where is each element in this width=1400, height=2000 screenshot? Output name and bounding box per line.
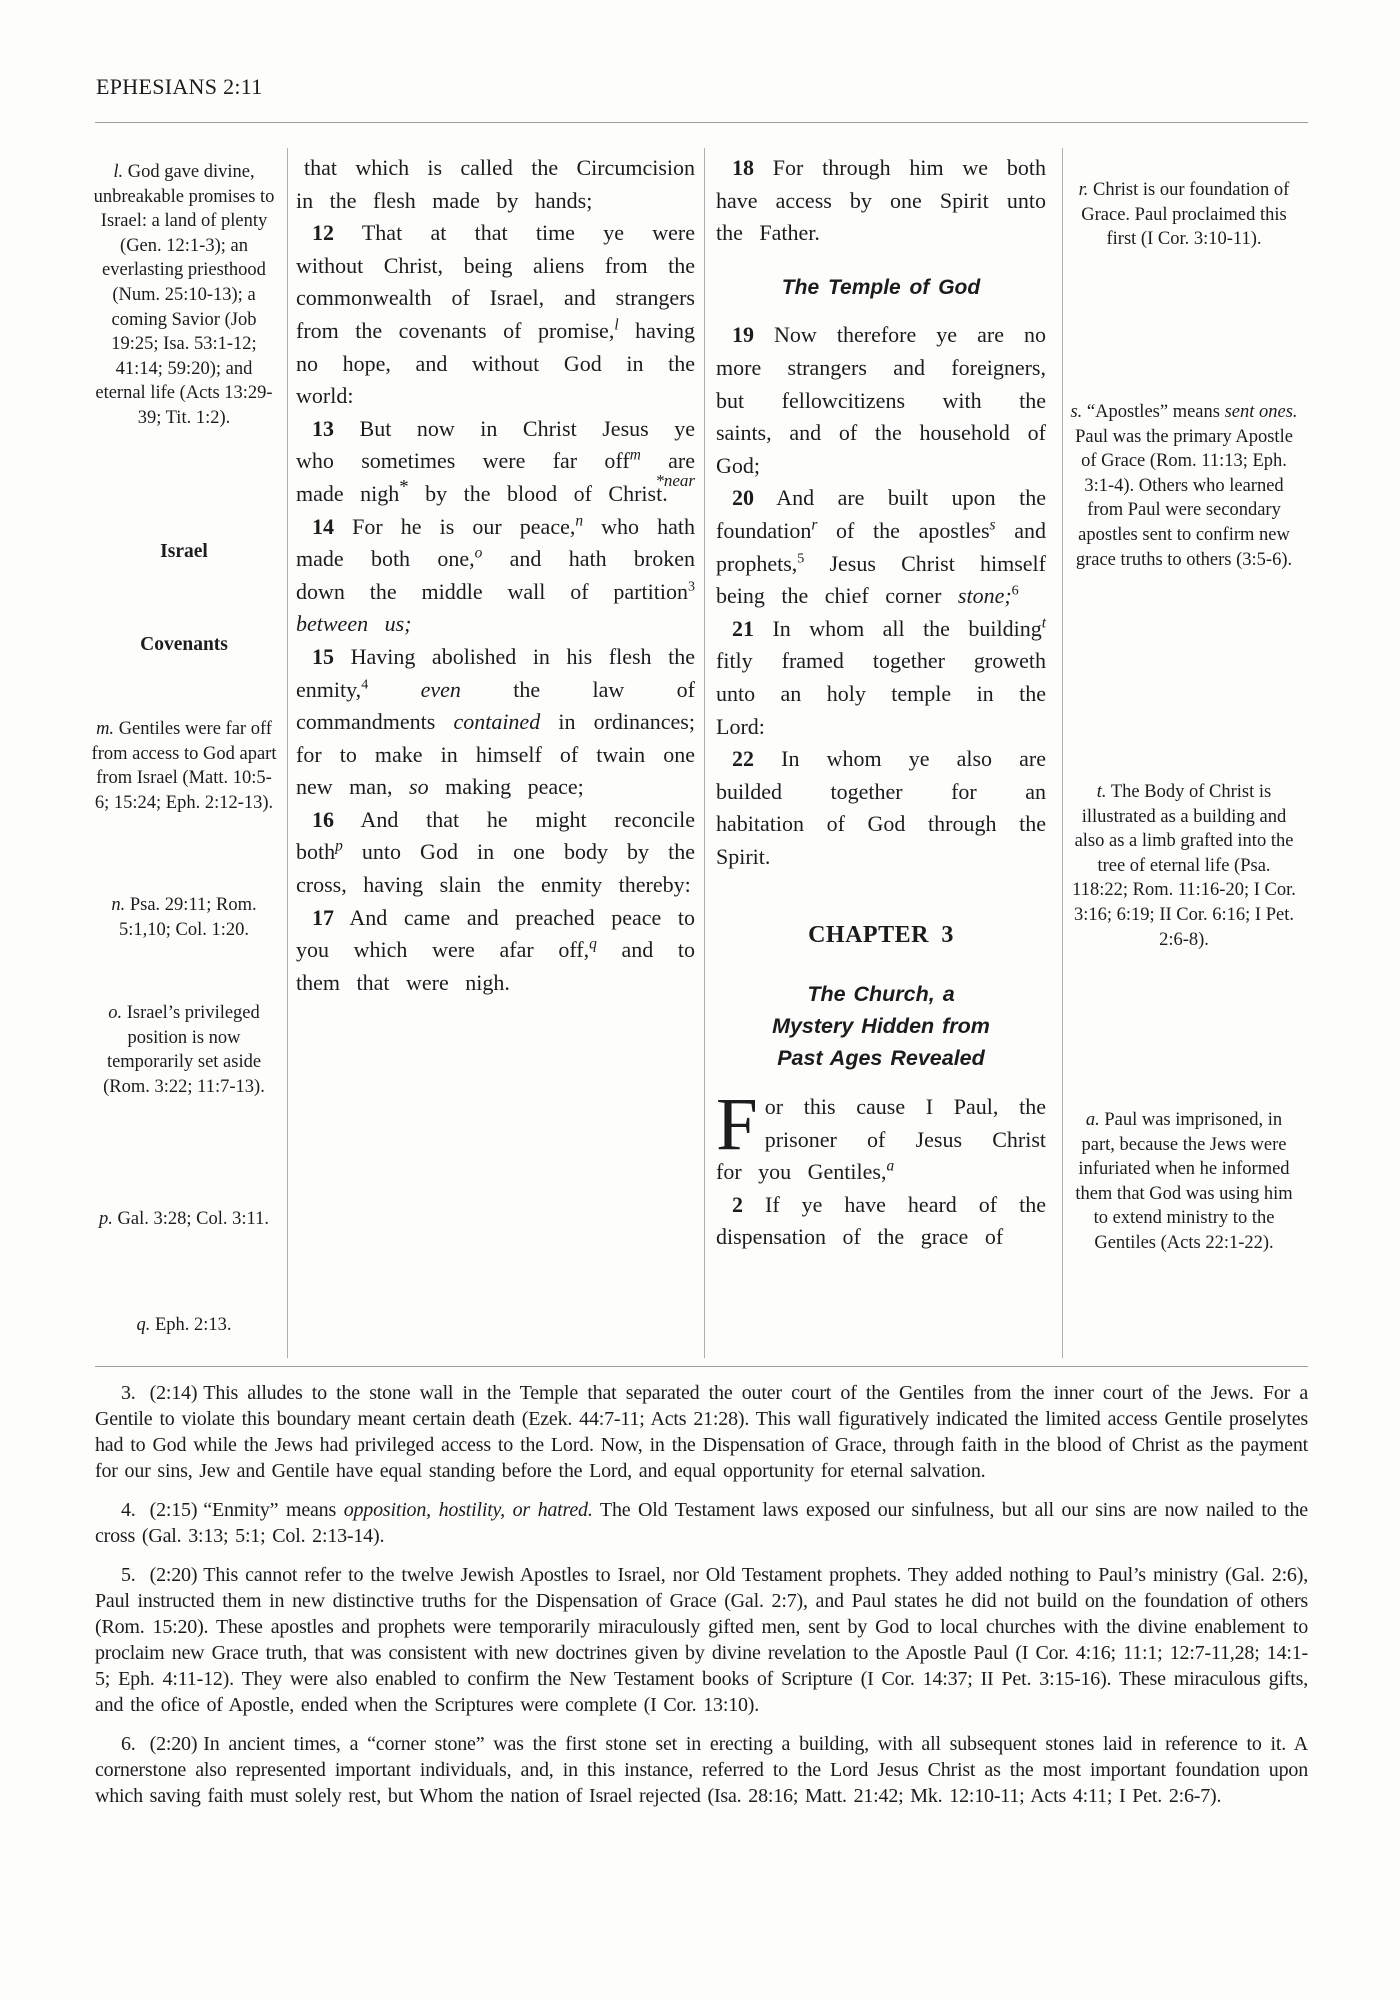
column-divider-left bbox=[287, 148, 288, 1358]
verse-17-text: And came and preached peace to you which were afar off,$^q$ and to them that were nigh. bbox=[296, 904, 695, 995]
footnote-5-number: 5. bbox=[121, 1564, 136, 1586]
verse-13-text: But now in Christ Jesus ye who sometimes were far off$^m$ are made nigh* by the blood of Christ. *near bbox=[296, 415, 696, 506]
verse-21-number: 21 bbox=[732, 615, 754, 641]
footnote-3 bbox=[95, 1380, 1308, 1484]
verse-12 bbox=[296, 217, 695, 413]
margin-note-a: a. Paul was imprisoned, in part, because the Jews were infuriated when he informed them that God was using him to extend ministry to the Gentiles (Acts 22:1-22). bbox=[1075, 1110, 1293, 1253]
chapter3-verse-1-text: or this cause I Paul, the prisoner of Jesus Christ for you Gentiles,$^a$ bbox=[716, 1094, 1046, 1185]
verse-18-number: 18 bbox=[732, 155, 754, 180]
verse-15-number: 15 bbox=[312, 643, 334, 669]
margin-note-r: r. Christ is our foundation of Grace. Paul proclaimed this first (I Cor. 3:10-11). bbox=[1078, 180, 1290, 250]
verse-20-text: And are built upon the foundation$^r$ of the apostles$^s$ and prophets,$^5$ Jesus Christ himself being the chief corner stone;$^6$ bbox=[716, 485, 1046, 609]
verse-22-text: In whom ye also are builded together for an habitation of God through the Spirit. bbox=[716, 746, 1046, 869]
header-rule bbox=[95, 122, 1308, 123]
footnote-4-reference: (2:15) bbox=[149, 1499, 198, 1521]
bible-text-column-left bbox=[296, 152, 695, 999]
footnote-3-text: This alludes to the stone wall in the Temple that separated the outer court of the Gentiles from the inner court of the Jews. For a Gentile to violate this boundary meant certain death (Ezek. 44:7-11; Acts 21:28). This wall figuratively indicated the limited access Gentile proselytes had to God while the Jews had privileged access to the Lord. Now, in the Dispensation of Grace, through faith in the blood of Christ as the payment for our sins, Jew and Gentile have equal standing before the Lord, and equal opportunity for eternal salvation. bbox=[95, 1382, 1308, 1482]
verse-14-text: For he is our peace,$^n$ who hath made both one,$^o$ and hath broken down the middle wall of partition$^3$ between us; bbox=[296, 512, 695, 637]
verse-19 bbox=[716, 319, 1046, 482]
margin-note-l: l. God gave divine, unbreakable promises to Israel: a land of plenty (Gen. 12:1-3); an everlasting priesthood (Num. 25:10-13); a coming Savior (Job 19:25; Isa. 53:1-12; 41:14; 59:20); and eternal life (Acts 13:29-39; Tit. 1:2). bbox=[93, 162, 275, 428]
footnote-5-text: This cannot refer to the twelve Jewish Apostles to Israel, nor Old Testament prophets. They added nothing to Paul’s ministry (Gal. 2:6), Paul instructed them in new distinctive truths for the Dispensation of Grace (Gal. 2:7), and Paul states he did not build on the foundation of others (Rom. 15:20). These apostles and prophets were temporarily miraculously gifted men, sent by God to local churches with the divine enablement to proclaim new Grace truth, that was consistent with new doctrines given by divine revelation to the Apostle Paul (I Cor. 4:16; 11:1; 12:7-11,28; 14:1-5; Eph. 4:11-12). They were also enabled to confirm the New Testament books of Scripture (I Cor. 14:37; II Pet. 3:15-16). These miraculous gifts, and the ofice of Apostle, ended when the Scriptures were complete (I Cor. 13:10). bbox=[95, 1564, 1308, 1716]
verse-21 bbox=[716, 613, 1046, 743]
verse-18 bbox=[716, 152, 1046, 250]
verse-20 bbox=[716, 482, 1046, 612]
heading-line-3: Past Ages Revealed bbox=[777, 1046, 985, 1071]
margin-heading-covenants: Covenants bbox=[140, 634, 228, 655]
chapter3-verse-2-number: 2 bbox=[732, 1191, 743, 1217]
verse-12-text: That at that time ye were without Christ, being aliens from the commonwealth of Israel, and strangers from the covenants of promise,$^l$ having no hope, and without God in the world: bbox=[296, 220, 695, 409]
verse-14-number: 14 bbox=[312, 513, 334, 539]
margin-heading-israel: Israel bbox=[160, 541, 208, 562]
verse-13-number: 13 bbox=[312, 415, 334, 441]
verse-15-text: Having abolished in his flesh the enmity,$^4$ even the law of commandments contained in ordinances; for to make in himself of twain one new man, so making peace; bbox=[296, 643, 695, 800]
verse-16-text: And that he might reconcile both$^p$ unto God in one body by the cross, having slain the enmity thereby: bbox=[296, 806, 695, 898]
section-heading-temple-of-god: The Temple of God bbox=[781, 275, 981, 299]
footnote-6-reference: (2:20) bbox=[149, 1733, 198, 1755]
margin-note-n: n. Psa. 29:11; Rom. 5:1,10; Col. 1:20. bbox=[111, 895, 257, 940]
verse-22-number: 22 bbox=[732, 746, 754, 772]
margin-note-m: m. Gentiles were far off from access to God apart from Israel (Matt. 10:5-6; 15:24; Eph. 2:12-13). bbox=[91, 719, 277, 813]
footnote-6-text: In ancient times, a “corner stone” was the first stone set in erecting a building, with all subsequent stones laid in reference to it. A cornerstone also represented important individuals, and, in this instance, referred to the Lord Jesus Christ as the most important foundation upon which saving faith must solely rest, but Whom the nation of Israel rejected (Isa. 28:16; Matt. 21:42; Mk. 12:10-11; Acts 4:11; I Pet. 2:6-7). bbox=[95, 1733, 1308, 1807]
right-margin-notes bbox=[1070, 156, 1298, 1371]
verse-20-number: 20 bbox=[732, 485, 754, 511]
verse-13 bbox=[296, 413, 695, 511]
footnote-5 bbox=[95, 1562, 1308, 1718]
margin-note-s: s. “Apostles” means sent ones. Paul was the primary Apostle of Grace (Rom. 11:13; Eph. 3:1-4). Others who learned from Paul were secondary apostles sent to confirm new grace truths to others (3:5-6). bbox=[1070, 402, 1298, 570]
footnote-4 bbox=[95, 1497, 1308, 1549]
bible-text-column-right bbox=[716, 152, 1046, 1254]
margin-note-p: p. Gal. 3:28; Col. 3:11. bbox=[99, 1209, 269, 1229]
footnote-3-number: 3. bbox=[121, 1382, 136, 1404]
column-divider-center bbox=[704, 148, 705, 1358]
footnote-4-text: “Enmity” means opposition, hostility, or hatred. The Old Testament laws exposed our sinfulness, but all our sins are now nailed to the cross (Gal. 3:13; 5:1; Col. 2:13-14). bbox=[95, 1499, 1308, 1547]
verse-19-number: 19 bbox=[732, 322, 754, 348]
footnote-5-reference: (2:20) bbox=[149, 1564, 198, 1586]
verse-15 bbox=[296, 641, 695, 804]
verse-22 bbox=[716, 743, 1046, 873]
footnote-6-number: 6. bbox=[121, 1733, 136, 1755]
margin-note-o: o. Israel’s privileged position is now temporarily set aside (Rom. 3:22; 11:7-13). bbox=[103, 1003, 265, 1097]
verse-19-text: Now therefore ye are no more strangers and foreigners, but fellowcitizens with the saints, and of the household of God; bbox=[716, 322, 1046, 478]
verse-21-text: In whom all the building$^t$ fitly framed together groweth unto an holy temple in the Lord: bbox=[716, 614, 1046, 739]
left-margin-notes bbox=[90, 156, 278, 1371]
footnote-3-reference: (2:14) bbox=[149, 1382, 198, 1404]
heading-line-2: Mystery Hidden from bbox=[772, 1014, 990, 1039]
verse-18-text: For through him we both have access by one Spirit unto the Father. bbox=[716, 155, 1046, 246]
verse-12-number: 12 bbox=[312, 220, 334, 246]
verse-16 bbox=[296, 804, 695, 902]
verse-16-number: 16 bbox=[312, 806, 334, 832]
margin-note-t: t. The Body of Christ is illustrated as a building and also as a limb grafted into the tree of eternal life (Psa. 118:22; Rom. 11:16-20; I Cor. 3:16; 6:19; II Cor. 6:16; I Pet. 2:6-8). bbox=[1072, 782, 1296, 950]
drop-cap: F bbox=[716, 1083, 758, 1167]
footnotes-section bbox=[95, 1380, 1308, 1822]
chapter3-verse-2-text: If ye have heard of the dispensation of the grace of bbox=[716, 1191, 1046, 1250]
chapter-3-heading: CHAPTER 3 bbox=[808, 922, 954, 949]
chapter3-verse-1 bbox=[716, 1083, 1046, 1189]
chapter3-verse-2 bbox=[716, 1189, 1046, 1254]
page-title: EPHESIANS 2:11 bbox=[96, 74, 263, 99]
heading-line-1: The Church, a bbox=[807, 982, 955, 1007]
column-divider-right bbox=[1062, 148, 1063, 1358]
verse-11-continuation: that which is called the Circumcision in the flesh made by hands; bbox=[296, 155, 695, 213]
footnote-6 bbox=[95, 1731, 1308, 1809]
verse-14 bbox=[296, 511, 695, 641]
verse-17 bbox=[296, 902, 695, 1000]
footnote-4-number: 4. bbox=[121, 1499, 136, 1521]
verse-17-number: 17 bbox=[312, 904, 334, 930]
section-heading-church-mystery bbox=[716, 978, 1046, 1074]
margin-note-q: q. Eph. 2:13. bbox=[136, 1315, 232, 1335]
